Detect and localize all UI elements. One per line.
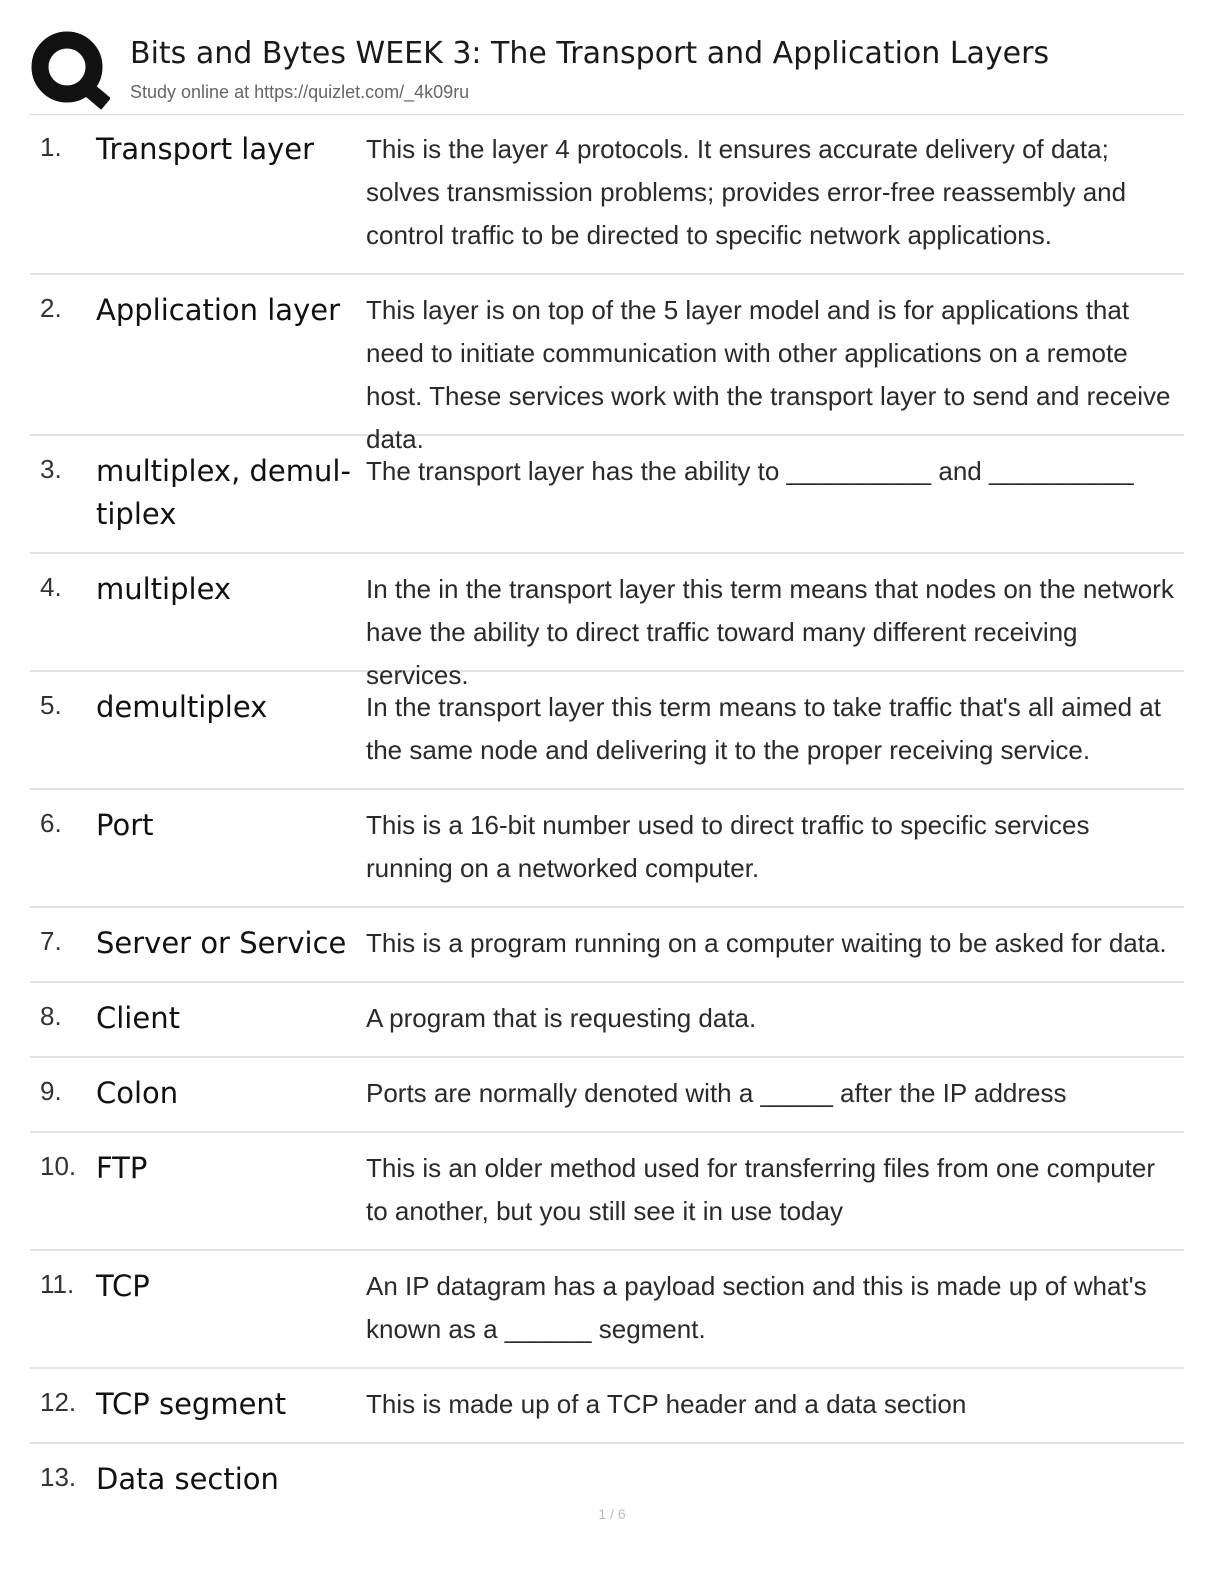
study-link[interactable]: Study online at https://quizlet.com/_4k09ru [130, 82, 470, 102]
card-row [30, 1369, 1184, 1444]
card-term: Application layer [96, 293, 341, 327]
card-term: Server or Service [96, 926, 347, 960]
card-term: demultiplex [96, 690, 268, 724]
card-row [30, 1251, 1184, 1369]
card-row [30, 436, 1184, 554]
card-definition: This is a program running on a computer waiting to be asked for data. [366, 928, 1167, 958]
card-definition: A program that is requesting data. [366, 1003, 757, 1033]
card-term: FTP [96, 1151, 148, 1185]
card-row [30, 983, 1184, 1058]
card-term: Data section [96, 1462, 279, 1496]
card-definition: In the in the transport layer this term means that nodes on the network have the ability to direct traffic toward many different receiving services. [366, 574, 1174, 690]
card-number: 10. [40, 1151, 77, 1181]
card-row [30, 114, 1184, 275]
card-term: multiplex [96, 572, 232, 606]
card-number: 5. [40, 690, 62, 720]
card-number: 2. [40, 293, 62, 323]
card-number: 3. [40, 454, 62, 484]
card-number: 4. [40, 572, 62, 602]
flashcard-list [30, 114, 1184, 1519]
document-header [30, 28, 1184, 115]
card-row [30, 790, 1184, 908]
card-row [30, 1133, 1184, 1251]
card-term: Colon [96, 1076, 179, 1110]
card-term: multiplex, demul-tiplex [96, 454, 351, 531]
card-definition: This is a 16-bit number used to direct traffic to specific services running on a networked computer. [366, 810, 1090, 883]
card-number: 7. [40, 926, 62, 956]
quizlet-q-logo-icon [30, 30, 110, 110]
card-term: Client [96, 1001, 180, 1035]
card-number: 9. [40, 1076, 62, 1106]
card-definition: This layer is on top of the 5 layer model and is for applications that need to initiate communication with other applications on a remote host. These services work with the transport layer to send and receive data. [366, 295, 1171, 454]
card-term: TCP [96, 1269, 150, 1303]
page-number: 1 / 6 [598, 1506, 626, 1522]
card-number: 12. [40, 1387, 77, 1417]
card-definition: An IP datagram has a payload section and this is made up of what's known as a ______ segment. [366, 1271, 1147, 1344]
card-row [30, 672, 1184, 790]
card-definition: In the transport layer this term means to take traffic that's all aimed at the same node and delivering it to the proper receiving service. [366, 692, 1161, 765]
card-number: 13. [40, 1462, 77, 1492]
card-number: 6. [40, 808, 62, 838]
page-title: Bits and Bytes WEEK 3: The Transport and Application Layers [130, 36, 1050, 71]
card-term: Transport layer [96, 132, 315, 166]
card-definition: This is an older method used for transferring files from one computer to another, but you still see it in use today [366, 1153, 1156, 1226]
card-definition: This is made up of a TCP header and a data section [366, 1389, 967, 1419]
card-definition: The transport layer has the ability to __________ and __________ [366, 456, 1134, 486]
card-row [30, 908, 1184, 983]
card-number: 1. [40, 132, 62, 162]
card-number: 11. [40, 1269, 75, 1299]
card-row [30, 275, 1184, 454]
card-row [30, 1058, 1184, 1133]
card-row [30, 554, 1184, 690]
card-term: Port [96, 808, 154, 842]
card-number: 8. [40, 1001, 62, 1031]
card-definition: This is the layer 4 protocols. It ensures accurate delivery of data; solves transmission problems; provides error-free reassembly and control traffic to be directed to specific network applications. [366, 134, 1127, 250]
card-term: TCP segment [96, 1387, 287, 1421]
card-definition: Ports are normally denoted with a _____ after the IP address [366, 1078, 1067, 1108]
